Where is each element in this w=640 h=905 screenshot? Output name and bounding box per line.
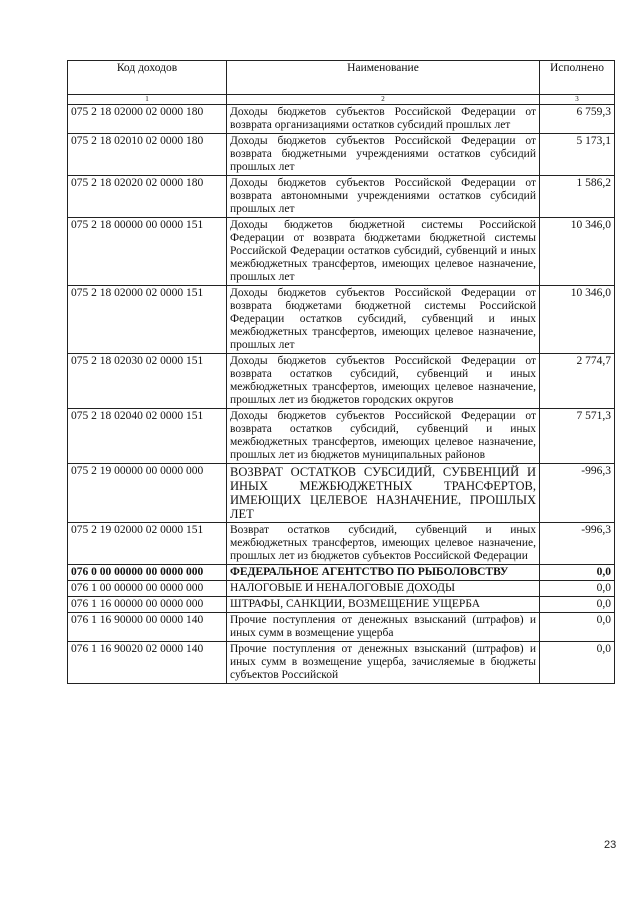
revenue-table <box>67 60 615 684</box>
executed-value: -996,3 <box>540 464 615 523</box>
revenue-name: Возврат остатков субсидий, субвенций и иных межбюджетных трансфертов, имеющих целевое назначение, прошлых лет из бюджетов субъектов Российской Федерации <box>227 523 540 565</box>
revenue-name: Доходы бюджетов бюджетной системы Российской Федерации от возврата бюджетами бюджетной системы Российской Федерации остатков субсидий, субвенций и иных межбюджетных трансфертов, имеющих целевое назначение, прошлых лет <box>227 218 540 286</box>
executed-value: 7 571,3 <box>540 409 615 464</box>
table-row <box>68 581 615 597</box>
executed-value: 6 759,3 <box>540 105 615 134</box>
revenue-code: 076 0 00 00000 00 0000 000 <box>68 565 227 581</box>
executed-value: 2 774,7 <box>540 354 615 409</box>
revenue-name: Доходы бюджетов субъектов Российской Федерации от возврата остатков субсидий, субвенций и иных межбюджетных трансфертов, имеющих целевое назначение, прошлых лет из бюджетов муниципальных районов <box>227 409 540 464</box>
executed-value: -996,3 <box>540 523 615 565</box>
table-row <box>68 409 615 464</box>
revenue-code: 075 2 18 02010 02 0000 180 <box>68 134 227 176</box>
revenue-name: Доходы бюджетов субъектов Российской Федерации от возврата бюджетами бюджетной системы Российской Федерации остатков субсидий, субвенций и иных межбюджетных трансфертов, имеющих целевое назначение, прошлых лет <box>227 286 540 354</box>
revenue-code: 076 1 16 00000 00 0000 000 <box>68 597 227 613</box>
table-row <box>68 464 615 523</box>
executed-value: 1 586,2 <box>540 176 615 218</box>
table-row <box>68 105 615 134</box>
revenue-code: 075 2 18 02040 02 0000 151 <box>68 409 227 464</box>
executed-value: 10 346,0 <box>540 218 615 286</box>
table-row <box>68 134 615 176</box>
column-number: 2 <box>227 95 540 105</box>
executed-value: 0,0 <box>540 597 615 613</box>
revenue-code: 075 2 18 02000 02 0000 151 <box>68 286 227 354</box>
revenue-name: Доходы бюджетов субъектов Российской Федерации от возврата автономными учреждениями остатков субсидий прошлых лет <box>227 176 540 218</box>
table-row <box>68 354 615 409</box>
table-row <box>68 642 615 684</box>
column-number-row <box>68 95 615 105</box>
executed-value: 5 173,1 <box>540 134 615 176</box>
executed-value: 0,0 <box>540 642 615 684</box>
revenue-code: 075 2 18 00000 00 0000 151 <box>68 218 227 286</box>
revenue-code: 075 2 18 02000 02 0000 180 <box>68 105 227 134</box>
table-row <box>68 597 615 613</box>
revenue-code: 075 2 19 00000 00 0000 000 <box>68 464 227 523</box>
revenue-name: Прочие поступления от денежных взысканий (штрафов) и иных сумм в возмещение ущерба, зачисляемые в бюджеты субъектов Российской <box>227 642 540 684</box>
header-name: Наименование <box>227 61 540 95</box>
revenue-name: Прочие поступления от денежных взысканий (штрафов) и иных сумм в возмещение ущерба <box>227 613 540 642</box>
table-row <box>68 613 615 642</box>
table-row <box>68 176 615 218</box>
table-header-row <box>68 61 615 95</box>
table-row-agency <box>68 565 615 581</box>
revenue-code: 075 2 18 02020 02 0000 180 <box>68 176 227 218</box>
revenue-name: Доходы бюджетов субъектов Российской Федерации от возврата бюджетными учреждениями остатков субсидий прошлых лет <box>227 134 540 176</box>
page-number: 23 <box>604 839 617 851</box>
table-row <box>68 286 615 354</box>
executed-value: 0,0 <box>540 581 615 597</box>
revenue-code: 076 1 16 90020 02 0000 140 <box>68 642 227 684</box>
table-row <box>68 218 615 286</box>
revenue-code: 076 1 00 00000 00 0000 000 <box>68 581 227 597</box>
table-row <box>68 523 615 565</box>
executed-value: 0,0 <box>540 565 615 581</box>
header-code: Код доходов <box>68 61 227 95</box>
revenue-name: Доходы бюджетов субъектов Российской Федерации от возврата организациями остатков субсидий прошлых лет <box>227 105 540 134</box>
revenue-name: НАЛОГОВЫЕ И НЕНАЛОГОВЫЕ ДОХОДЫ <box>227 581 540 597</box>
revenue-name: ВОЗВРАТ ОСТАТКОВ СУБСИДИЙ, СУБВЕНЦИЙ И ИНЫХ МЕЖБЮДЖЕТНЫХ ТРАНСФЕРТОВ, ИМЕЮЩИХ ЦЕЛЕВОЕ НАЗНАЧЕНИЕ, ПРОШЛЫХ ЛЕТ <box>227 464 540 523</box>
revenue-code: 076 1 16 90000 00 0000 140 <box>68 613 227 642</box>
executed-value: 0,0 <box>540 613 615 642</box>
revenue-code: 075 2 19 02000 02 0000 151 <box>68 523 227 565</box>
revenue-name: ШТРАФЫ, САНКЦИИ, ВОЗМЕЩЕНИЕ УЩЕРБА <box>227 597 540 613</box>
revenue-code: 075 2 18 02030 02 0000 151 <box>68 354 227 409</box>
column-number: 1 <box>68 95 227 105</box>
revenue-name: Доходы бюджетов субъектов Российской Федерации от возврата остатков субсидий, субвенций и иных межбюджетных трансфертов, имеющих целевое назначение, прошлых лет из бюджетов городских округов <box>227 354 540 409</box>
column-number: 3 <box>540 95 615 105</box>
revenue-name: ФЕДЕРАЛЬНОЕ АГЕНТСТВО ПО РЫБОЛОВСТВУ <box>227 565 540 581</box>
executed-value: 10 346,0 <box>540 286 615 354</box>
header-value: Исполнено <box>540 61 615 95</box>
